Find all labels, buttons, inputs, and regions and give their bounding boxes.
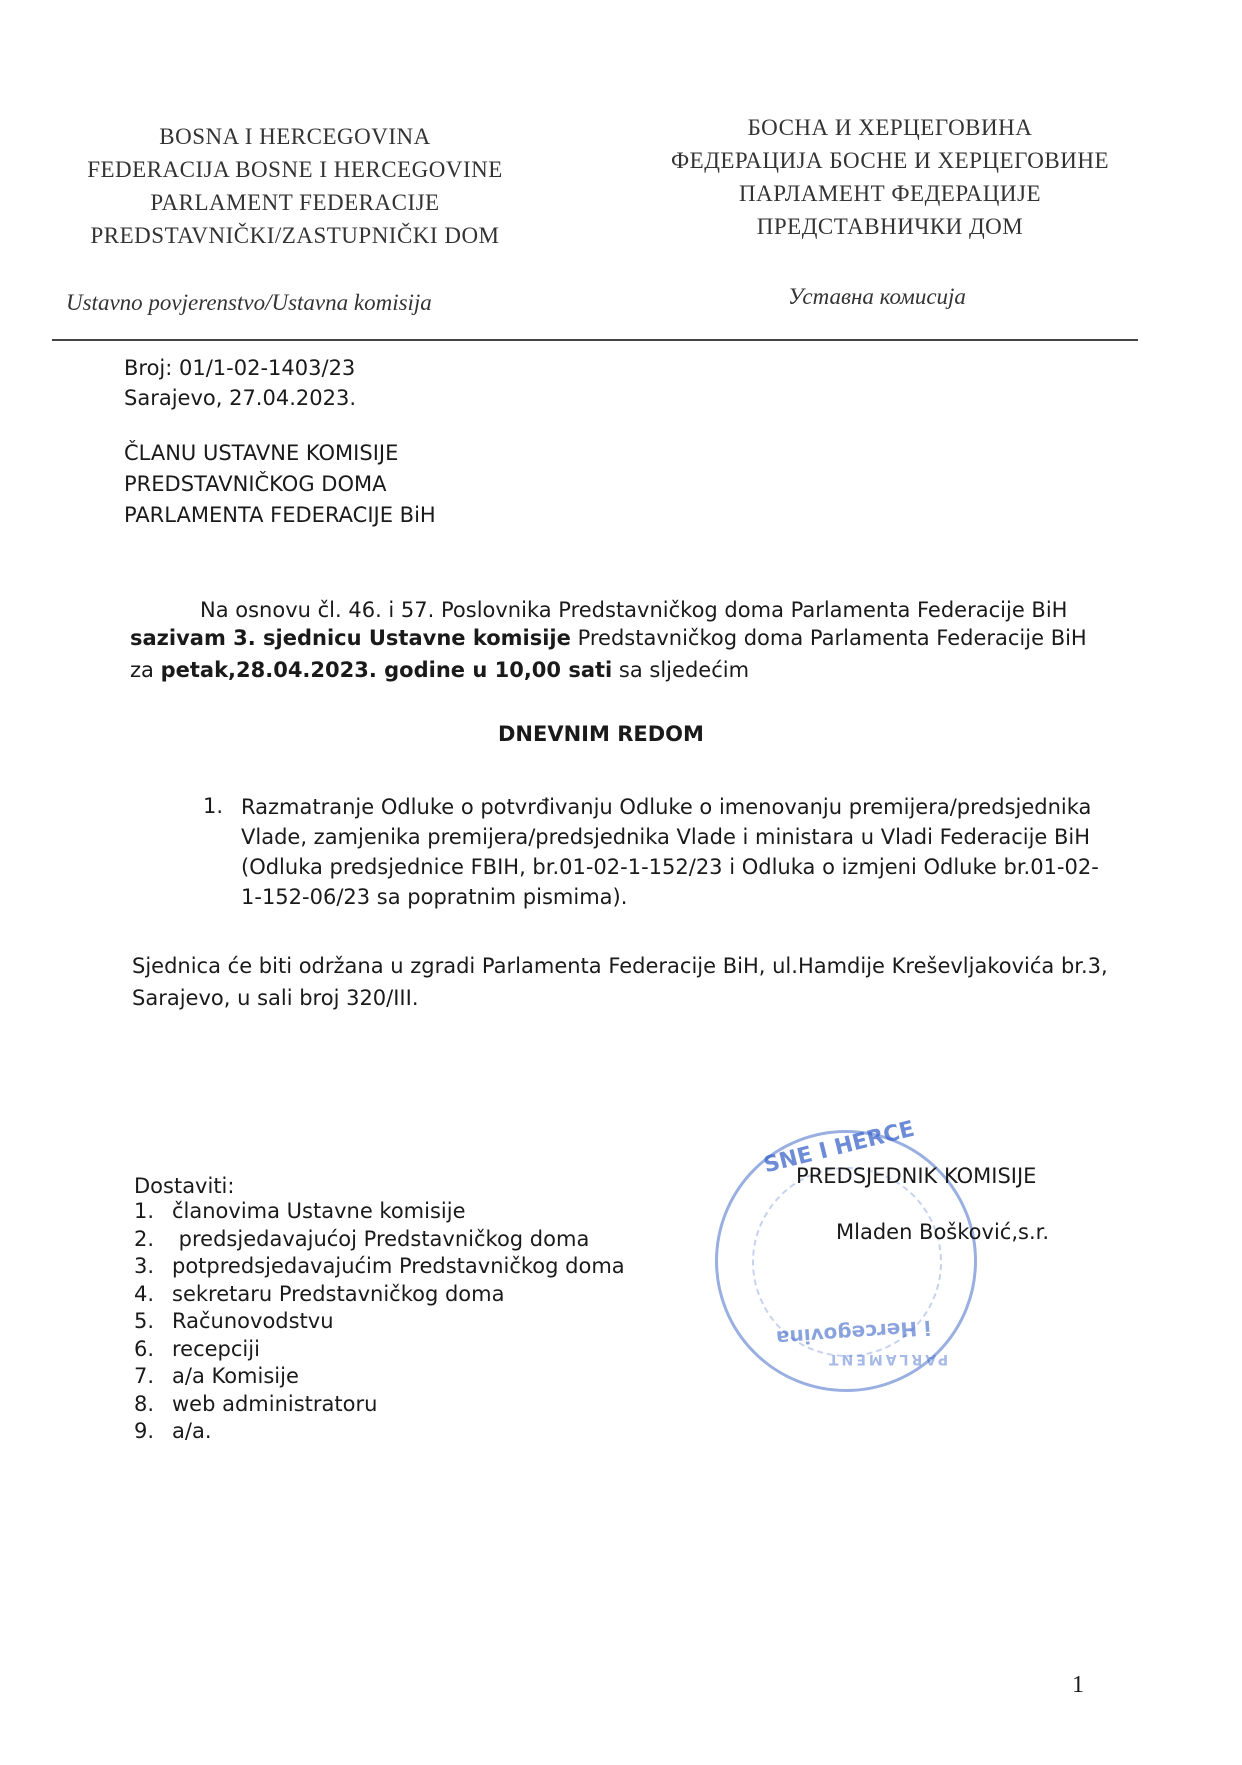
stamp-mid-text: PARLAMENT xyxy=(826,1351,949,1367)
header-left-line: BOSNA I HERCEGOVINA xyxy=(159,124,431,149)
header-divider xyxy=(52,339,1138,341)
document-date: Sarajevo, 27.04.2023. xyxy=(124,386,356,410)
page-number: 1 xyxy=(1072,1672,1084,1698)
stamp-top-text: SNE I HERCE xyxy=(761,1116,918,1179)
list-item: 6. recepciji xyxy=(134,1336,260,1361)
signature-title: PREDSJEDNIK KOMISIJE xyxy=(796,1164,1037,1188)
recipient-line: PREDSTAVNIČKOG DOMA xyxy=(124,472,387,496)
committee-left: Ustavno povjerenstvo/Ustavna komisija xyxy=(66,290,432,315)
distribution-list xyxy=(134,1198,625,1446)
recipient-line: ČLANU USTAVNE KOMISIJE xyxy=(124,441,399,465)
venue-line: Sarajevo, u sali broj 320/III. xyxy=(132,986,419,1010)
header-left-line: FEDERACIJA BOSNE I HERCEGOVINE xyxy=(87,157,503,182)
list-item: 3. potpredsjedavajućim Predstavničkog doma xyxy=(134,1254,625,1278)
signature-name: Mladen Bošković,s.r. xyxy=(836,1220,1049,1244)
agenda-item-line: Vlade, zamjenika premijera/predsjednika Vlade i ministara u Vladi Federacije BiH xyxy=(241,825,1091,849)
list-item: 9. a/a. xyxy=(134,1419,212,1443)
intro-bold-session: sazivam 3. sjednicu Ustavne komisije xyxy=(130,626,571,650)
list-item: 1. članovima Ustavne komisije xyxy=(134,1199,466,1223)
committee-right: Уставна комисија xyxy=(788,284,966,309)
agenda-title: DNEVNIM REDOM xyxy=(498,722,704,746)
list-item: 4. sekretaru Predstavničkog doma xyxy=(134,1281,505,1306)
intro-line-2 xyxy=(130,624,1087,653)
distribution-title: Dostaviti: xyxy=(134,1174,235,1198)
header-right-line: ПРЕДСТАВНИЧКИ ДОМ xyxy=(756,214,1024,239)
intro-line-3-end: sa sljedećim xyxy=(612,658,750,682)
agenda-item xyxy=(241,776,1099,912)
header-right-line: ФЕДЕРАЦИЈА БОСНЕ И ХЕРЦЕГОВИНЕ xyxy=(670,148,1110,173)
intro-line-2-rest: Predstavničkog doma Parlamenta Federacije BiH xyxy=(570,626,1087,650)
intro-bold-date: petak,28.04.2023. godine u 10,00 sati xyxy=(160,658,613,682)
recipient xyxy=(124,438,436,531)
list-item: 5. Računovodstvu xyxy=(134,1309,334,1333)
intro-line-3 xyxy=(130,656,749,685)
agenda-item-line: Razmatranje Odluke o potvrđivanju Odluke o imenovanju premijera/predsjednika xyxy=(241,795,1092,819)
list-item: 7. a/a Komisije xyxy=(134,1364,299,1388)
agenda-item-number: 1. xyxy=(203,794,224,818)
header-left-line: PREDSTAVNIČKI/ZASTUPNIČKI DOM xyxy=(90,223,500,248)
agenda-item-line: 1-152-06/23 sa popratnim pismima). xyxy=(241,885,628,909)
recipient-line: PARLAMENTA FEDERACIJE BiH xyxy=(124,503,436,527)
list-item: 8. web administratoru xyxy=(134,1391,378,1416)
intro-line-3-start: za xyxy=(130,658,161,682)
agenda-item-line: (Odluka predsjednice FBIH, br.01-02-1-152/23 i Odluka o izmjeni Odluke br.01-02- xyxy=(241,855,1099,879)
header-right xyxy=(640,111,1140,243)
header-right-line: ПАРЛАМЕНТ ФЕДЕРАЦИЈЕ xyxy=(738,181,1042,206)
venue-line: Sjednica će biti održana u zgradi Parlamenta Federacije BiH, ul.Hamdije Kreševljakovića br.3, xyxy=(132,954,1108,978)
header-left-line: PARLAMENT FEDERACIJE xyxy=(150,190,440,215)
intro-line-1: Na osnovu čl. 46. i 57. Poslovnika Predstavničkog doma Parlamenta Federacije BiH xyxy=(200,598,1068,622)
stamp-bottom-text: i Hercegovina xyxy=(775,1315,932,1351)
header-left xyxy=(60,120,530,252)
header-right-line: БОСНА И ХЕРЦЕГОВИНА xyxy=(747,115,1033,140)
document-number: Broj: 01/1-02-1403/23 xyxy=(124,356,356,380)
list-item: 2. predsjedavajućoj Predstavničkog doma xyxy=(134,1226,590,1251)
venue xyxy=(132,950,1108,1014)
